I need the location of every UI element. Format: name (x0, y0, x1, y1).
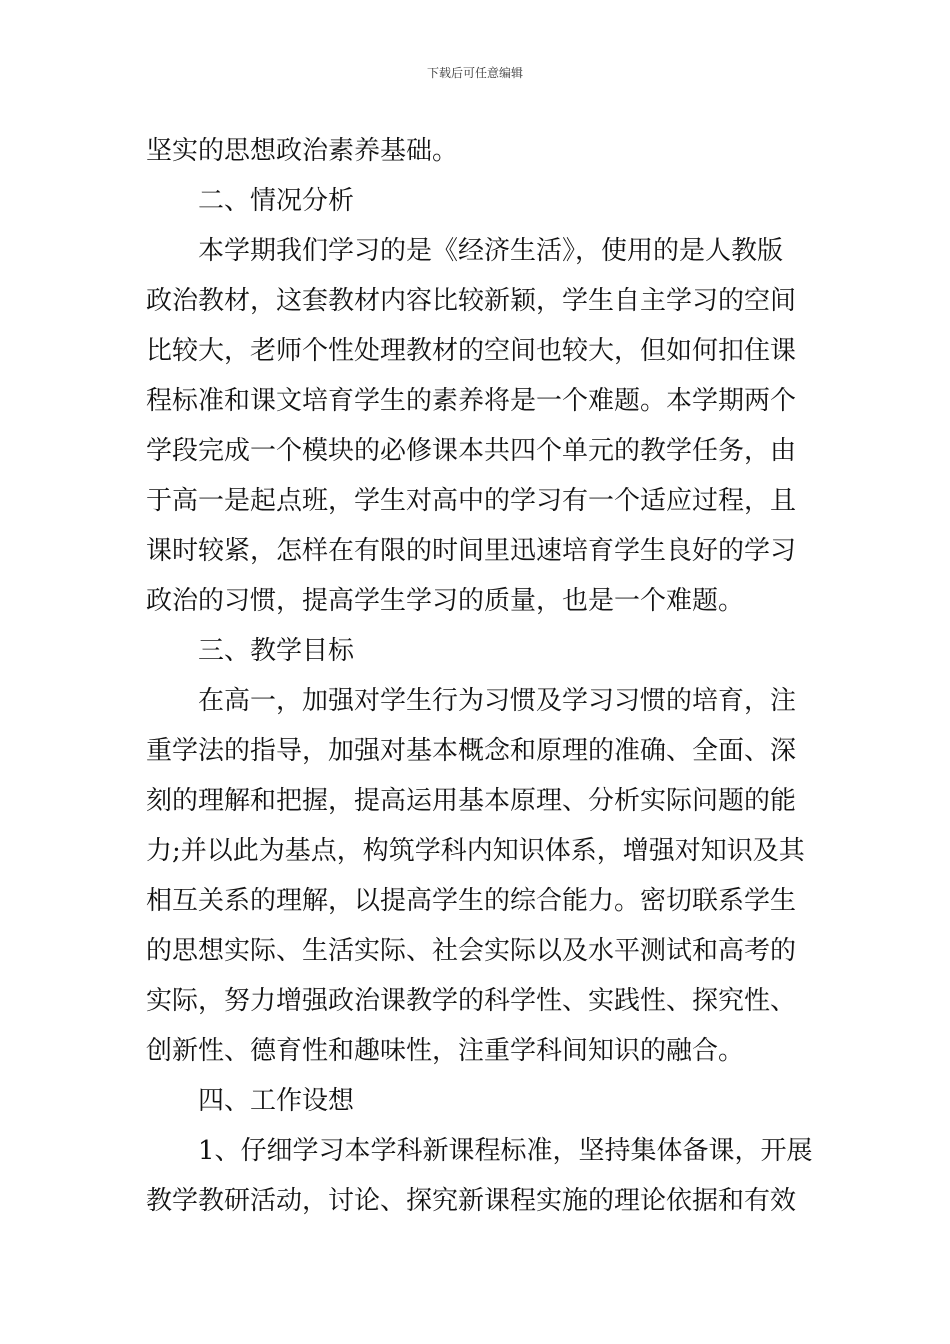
text-line: 于高一是起点班，学生对高中的学习有一个适应过程，且 (146, 486, 797, 516)
text-line: 重学法的指导，加强对基本概念和原理的准确、全面、深 (146, 736, 797, 766)
document-body (146, 126, 813, 1226)
section-heading: 三、教学目标 (198, 636, 355, 666)
text-line: 比较大，老师个性处理教材的空间也较大，但如何扣住课 (146, 336, 797, 366)
text-line: 1、仔细学习本学科新课程标准，坚持集体备课，开展 (198, 1136, 813, 1166)
text-line: 政治教材，这套教材内容比较新颖，学生自主学习的空间 (146, 286, 797, 316)
text-line: 的思想实际、生活实际、社会实际以及水平测试和高考的 (146, 936, 797, 966)
page-header: 下载后可任意编辑 (426, 66, 523, 80)
text-line: 政治的习惯，提高学生学习的质量，也是一个难题。 (146, 586, 745, 616)
text-line: 课时较紧，怎样在有限的时间里迅速培育学生良好的学习 (146, 536, 797, 566)
text-line: 本学期我们学习的是《经济生活》，使用的是人教版 (198, 236, 784, 266)
text-line: 坚实的思想政治素养基础。 (146, 136, 459, 166)
text-line: 程标准和课文培育学生的素养将是一个难题。本学期两个 (146, 386, 797, 416)
section-heading: 二、情况分析 (198, 186, 355, 216)
text-line: 刻的理解和把握，提高运用基本原理、分析实际问题的能 (146, 786, 797, 816)
section-heading: 四、工作设想 (198, 1086, 355, 1116)
text-line: 实际，努力增强政治课教学的科学性、实践性、探究性、 (146, 986, 797, 1016)
text-line: 相互关系的理解，以提高学生的综合能力。密切联系学生 (146, 886, 797, 916)
text-line: 创新性、德育性和趣味性，注重学科间知识的融合。 (146, 1036, 745, 1066)
text-line: 教学教研活动，讨论、探究新课程实施的理论依据和有效 (146, 1186, 797, 1216)
text-line: 在高一，加强对学生行为习惯及学习习惯的培育，注 (198, 686, 797, 716)
text-line: 力;并以此为基点，构筑学科内知识体系，增强对知识及其 (146, 836, 805, 866)
text-line: 学段完成一个模块的必修课本共四个单元的教学任务，由 (146, 436, 797, 466)
